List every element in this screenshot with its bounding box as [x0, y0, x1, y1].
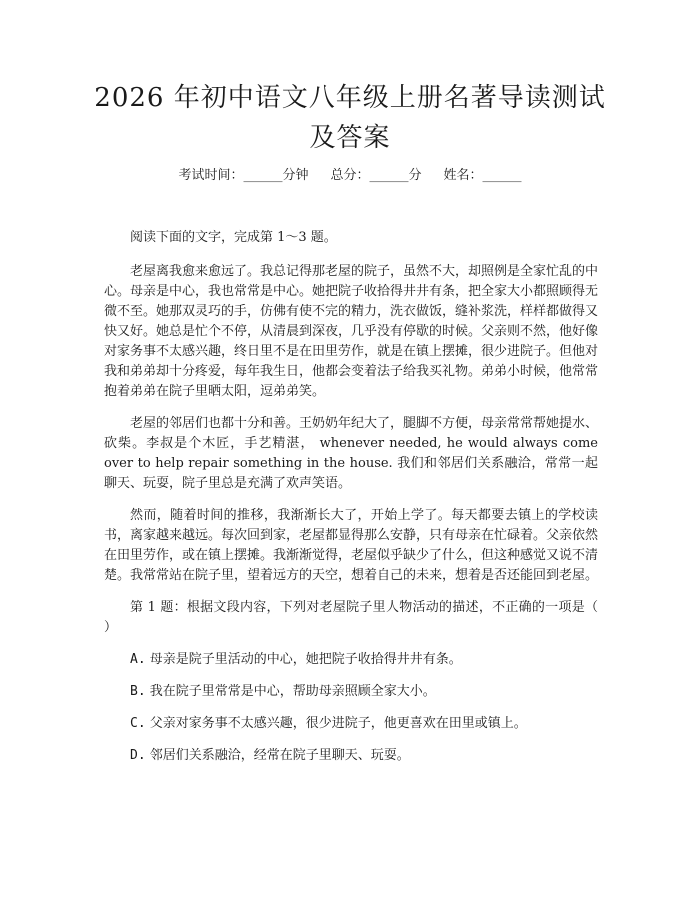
passage-paragraph: 老屋离我愈来愈远了。我总记得那老屋的院子，虽然不大，却照例是全家忙乱的中心。母亲是中心，我也常常是中心。她把院子收拾得井井有条，把全家大小都照顾得无微不至。她那双灵巧的手，仿佛有使不完的精力，洗衣做饭，缝补浆洗，样样都做得又快又好。她总是忙个不停，从清晨到深夜，几乎没有停歇的时候。父亲则不然，他好像对家务事不太感兴趣，终日里不是在田里劳作，就是在镇上摆摊，很少进院子。但他对我和弟弟却十分疼爱，每年我生日，他都会变着法子给我买礼物。弟弟小时候，他常常抱着弟弟在院子里晒太阳，逗弟弟笑。: [104, 264, 599, 399]
option-label: B.: [130, 684, 146, 699]
document-title: 2026 年初中语文八年级上册名著导读测试及答案: [94, 83, 606, 153]
answer-option-b: [104, 682, 598, 702]
question-stem: 第 1 题：根据文段内容，下列对老屋院子里人物活动的描述，不正确的一项是（ ）: [104, 600, 598, 635]
document-body: [104, 228, 598, 778]
reading-instruction: 阅读下面的文字，完成第 1～3 题。: [130, 230, 337, 245]
option-label: A.: [130, 652, 146, 667]
answer-option-d: [104, 746, 598, 766]
passage-paragraph: 然而，随着时间的推移，我渐渐长大了，开始上学了。每天都要去镇上的学校读书，离家越来越远。每次回到家，老屋都显得那么安静，只有母亲在忙碌着。父亲依然在田里劳作，或在镇上摆摊。我渐渐觉得，老屋似乎缺少了什么，但这种感觉又说不清楚。我常常站在院子里，望着远方的天空，想着自己的未来，想着是否还能回到老屋。: [104, 508, 599, 583]
time-unit: 分钟: [282, 168, 309, 183]
score-label: 总分：: [330, 168, 370, 183]
time-label: 考试时间：: [178, 168, 244, 183]
answer-option-c: [104, 714, 598, 734]
score-unit: 分: [408, 168, 422, 183]
answer-option-a: [104, 650, 598, 670]
passage-paragraph: 老屋的邻居们也都十分和善。王奶奶年纪大了，腿脚不方便，母亲常常帮她提水、砍柴。李叔是个木匠，手艺精湛， whenever needed, he would always come over to help repair something in the house. 我们和邻居们关系融洽，常常一起聊天、玩耍，院子里总是充满了欢声笑语。: [104, 416, 599, 491]
option-text: 我在院子里常常是中心，帮助母亲照顾全家大小。: [149, 684, 436, 699]
option-text: 父亲对家务事不太感兴趣，很少进院子，他更喜欢在田里或镇上。: [149, 716, 527, 731]
score-blank: ______: [369, 168, 409, 183]
option-text: 母亲是院子里活动的中心，她把院子收拾得井井有条。: [149, 652, 462, 667]
option-label: D.: [130, 748, 146, 763]
option-text: 邻居们关系融洽，经常在院子里聊天、玩耍。: [149, 748, 410, 763]
exam-info-line: [0, 166, 700, 186]
option-label: C.: [130, 716, 146, 731]
name-blank: ______: [482, 168, 522, 183]
name-label: 姓名：: [443, 168, 483, 183]
time-blank: ______: [243, 168, 283, 183]
